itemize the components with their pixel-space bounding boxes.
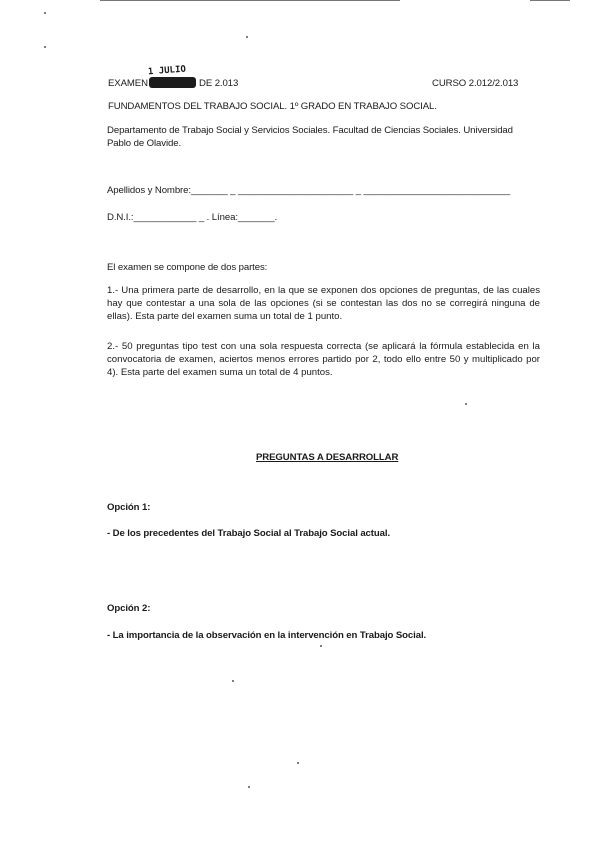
scan-speck xyxy=(44,46,46,48)
option-1-question: - De los precedentes del Trabajo Social al Trabajo Social actual. xyxy=(107,528,391,539)
option-1-label: Opción 1: xyxy=(107,502,151,513)
section-title: PREGUNTAS A DESARROLLAR xyxy=(256,452,399,463)
scan-speck xyxy=(246,36,248,38)
scan-speck xyxy=(44,12,46,14)
department-line-1: Departamento de Trabajo Social y Servicios Sociales. Facultad de Ciencias Sociales. Universidad xyxy=(107,125,513,136)
scan-speck xyxy=(232,680,234,682)
dni-line-field[interactable]: D.N.I.:____________ _ . Línea:_______. xyxy=(107,212,278,223)
scan-speck xyxy=(248,786,250,788)
exam-year: DE 2.013 xyxy=(199,78,239,89)
scan-speck xyxy=(320,645,322,647)
subject-title: FUNDAMENTOS DEL TRABAJO SOCIAL. 1º GRADO EN TRABAJO SOCIAL. xyxy=(108,101,437,112)
part-2-text: 2.- 50 preguntas tipo test con una sola respuesta correcta (se aplicará la fórmula establecida en la convocatoria de examen, aciertos menos errores partido por 2, todo ello entre 50 y multiplicado por 4). Esta parte del examen suma un total de 4 puntos. xyxy=(107,341,540,378)
name-field[interactable]: Apellidos y Nombre:_______ _ ______________________ _ ____________________________ xyxy=(107,185,511,196)
scan-speck xyxy=(465,403,467,405)
scan-edge-line xyxy=(100,0,400,1)
exam-label: EXAMEN xyxy=(108,78,148,89)
intro-text: El examen se compone de dos partes: xyxy=(107,262,268,273)
scan-edge-line xyxy=(530,0,570,1)
part-1-text: 1.- Una primera parte de desarrollo, en la que se exponen dos opciones de preguntas, de las cuales hay que contestar a una sola de las opciones (si se contestan las dos no se corregirá ninguna de ellas). Esta parte del examen suma un total de 1 punto. xyxy=(107,285,540,322)
scan-speck xyxy=(297,762,299,764)
option-2-label: Opción 2: xyxy=(107,603,151,614)
handwritten-date: 1 JULIO xyxy=(147,64,187,78)
course-label: CURSO 2.012/2.013 xyxy=(432,78,519,89)
option-2-question: - La importancia de la observación en la intervención en Trabajo Social. xyxy=(107,630,427,641)
redaction-mark xyxy=(149,77,196,88)
department-line-2: Pablo de Olavide. xyxy=(107,138,182,149)
